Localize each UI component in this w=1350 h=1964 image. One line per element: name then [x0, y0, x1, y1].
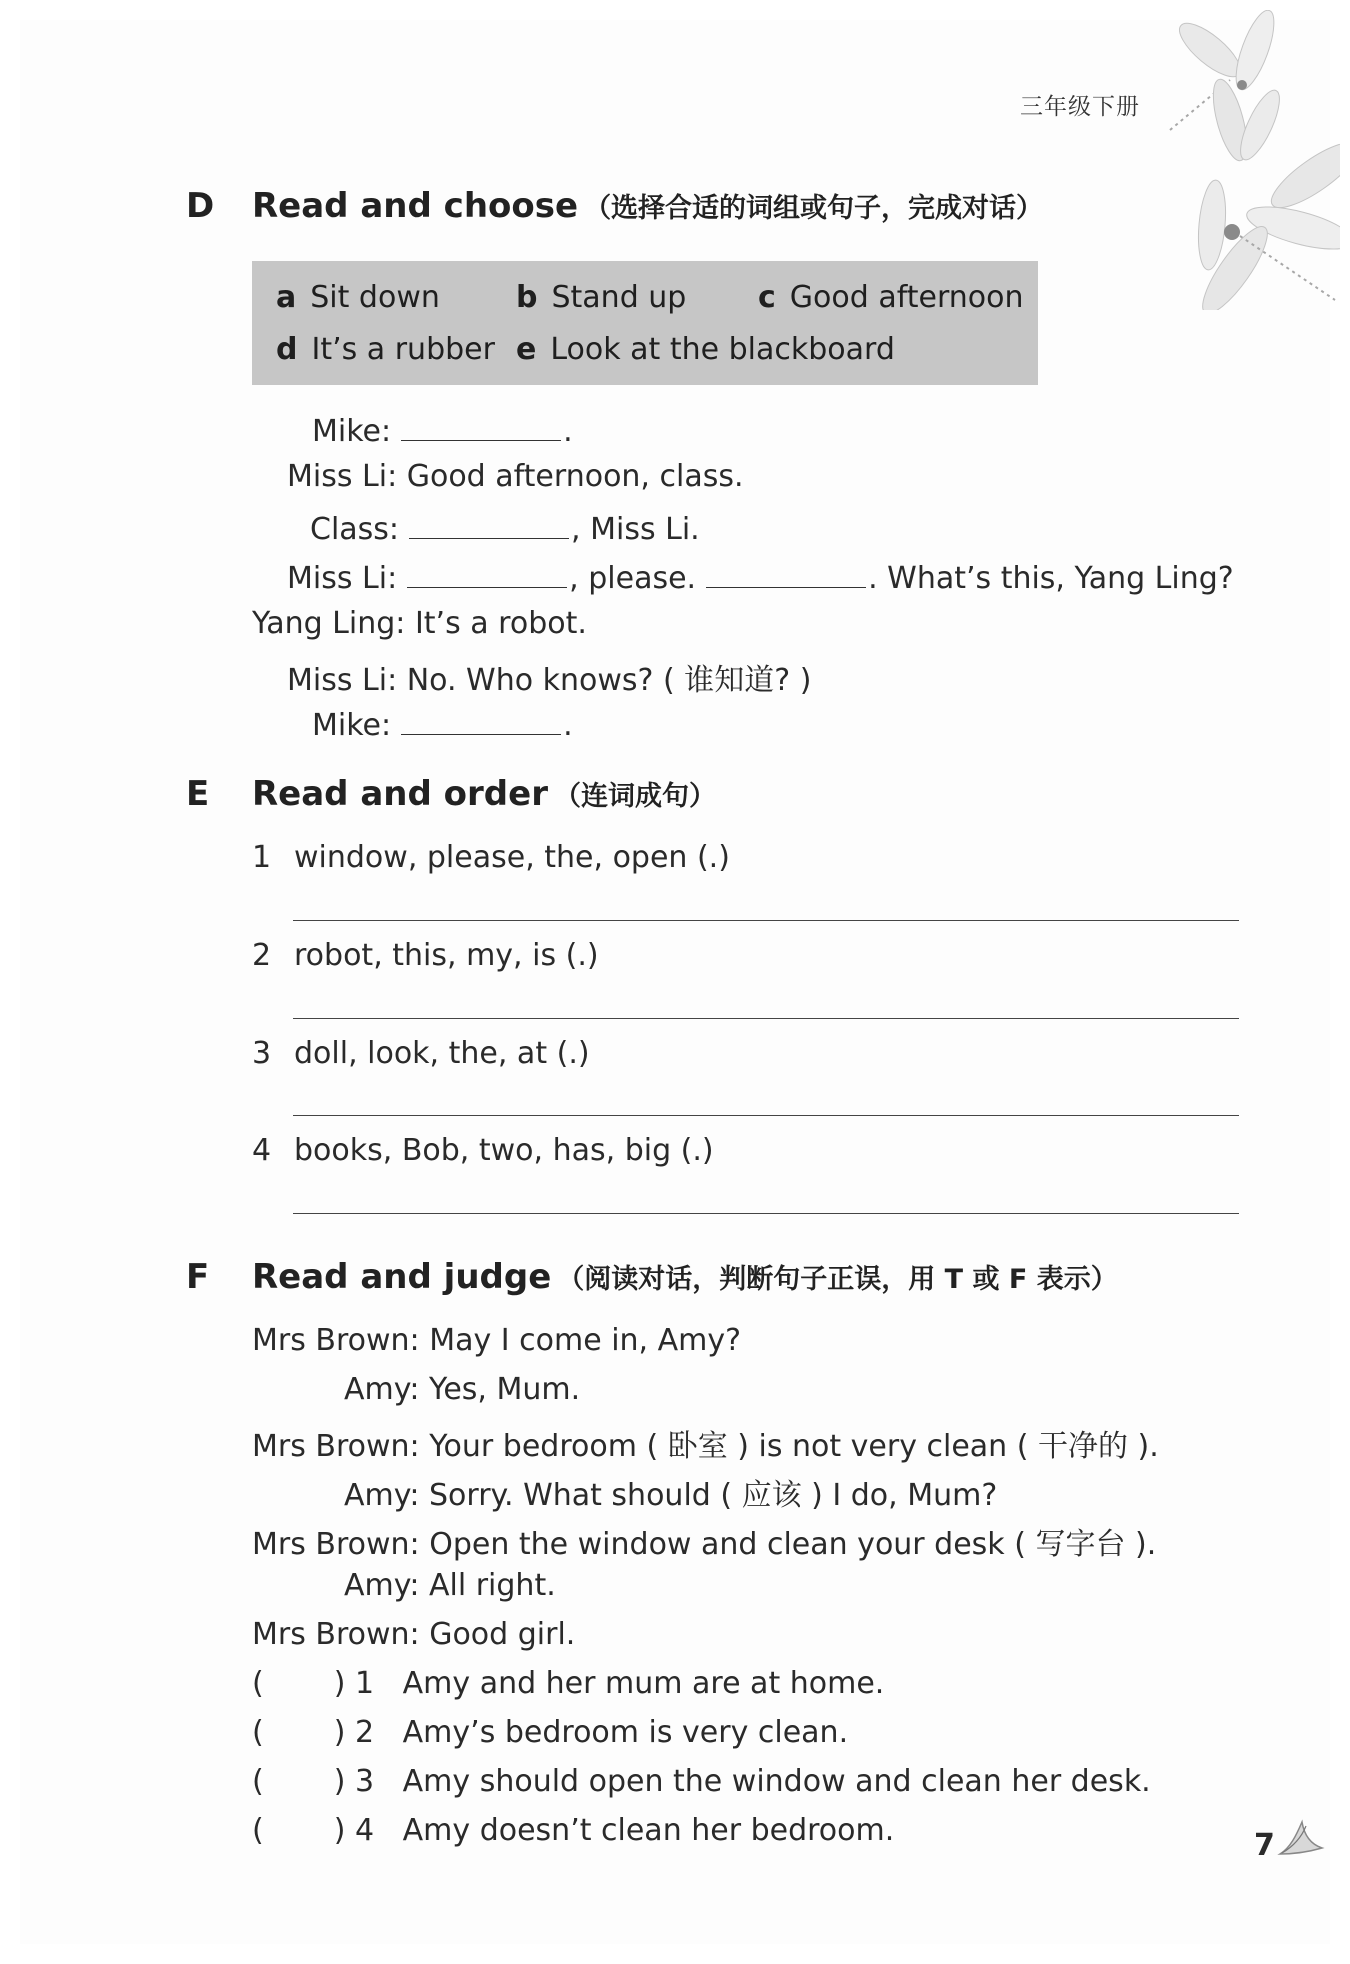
answer-line-4[interactable] [293, 1213, 1239, 1214]
option-b: b Stand up [516, 280, 687, 315]
judge-statement-1: ( ) 1 Amy and her mum are at home. [252, 1666, 885, 1701]
section-d-title [252, 186, 1043, 226]
dialogue-line-7: Mike: . [312, 704, 573, 743]
judge-dialogue-5: Mrs Brown: Open the window and clean your desk ( 写字台 ). [252, 1527, 1157, 1562]
section-f-letter: F [186, 1257, 210, 1297]
section-e-title-cn: （连词成句） [553, 781, 716, 812]
dialogue-line-6: Miss Li: No. Who knows? ( 谁知道? ) [287, 663, 812, 698]
option-a: a Sit down [276, 280, 440, 315]
grade-label: 三年级下册 [1020, 94, 1140, 120]
answer-blank[interactable] [409, 508, 569, 539]
leaf-decoration-icon [1276, 1818, 1326, 1858]
answer-line-3[interactable] [293, 1115, 1239, 1116]
judge-answer-slot[interactable]: ( ) 1 [252, 1666, 375, 1701]
order-item-1: 1 window, please, the, open (.) [252, 840, 730, 875]
dialogue-line-4: Miss Li: , please. . What’s this, Yang Ling? [287, 557, 1234, 596]
section-e-letter: E [186, 774, 210, 814]
dialogue-line-3: Class: , Miss Li. [310, 508, 700, 547]
section-f-title-en: Read and judge [252, 1257, 552, 1297]
judge-dialogue-2: Amy: Yes, Mum. [344, 1372, 581, 1407]
section-d-title-cn: （选择合适的词组或句子，完成对话） [584, 193, 1044, 224]
judge-statement-4: ( ) 4 Amy doesn’t clean her bedroom. [252, 1813, 895, 1848]
section-e-title [252, 774, 716, 814]
judge-dialogue-6: Amy: All right. [344, 1568, 556, 1603]
answer-line-2[interactable] [293, 1018, 1239, 1019]
answer-line-1[interactable] [293, 920, 1239, 921]
answer-blank[interactable] [407, 557, 567, 588]
order-item-4: 4 books, Bob, two, has, big (.) [252, 1133, 714, 1168]
judge-dialogue-7: Mrs Brown: Good girl. [252, 1617, 576, 1652]
judge-statement-3: ( ) 3 Amy should open the window and clean her desk. [252, 1764, 1151, 1799]
option-d: d It’s a rubber [276, 332, 495, 367]
judge-dialogue-1: Mrs Brown: May I come in, Amy? [252, 1323, 742, 1358]
section-d-letter: D [186, 186, 215, 226]
dialogue-line-1: Mike: . [312, 410, 573, 449]
section-d-title-en: Read and choose [252, 186, 579, 226]
page-number: 7 [1254, 1828, 1275, 1863]
judge-answer-slot[interactable]: ( ) 2 [252, 1715, 375, 1750]
judge-answer-slot[interactable]: ( ) 3 [252, 1764, 375, 1799]
section-e-title-en: Read and order [252, 774, 548, 814]
answer-blank[interactable] [706, 557, 866, 588]
judge-statement-2: ( ) 2 Amy’s bedroom is very clean. [252, 1715, 849, 1750]
option-c: c Good afternoon [758, 280, 1024, 315]
judge-answer-slot[interactable]: ( ) 4 [252, 1813, 375, 1848]
option-e: e Look at the blackboard [516, 332, 895, 367]
section-f-title-cn: （阅读对话，判断句子正误，用 T 或 F 表示） [557, 1264, 1118, 1295]
judge-dialogue-3: Mrs Brown: Your bedroom ( 卧室 ) is not very clean ( 干净的 ). [252, 1429, 1159, 1464]
order-item-3: 3 doll, look, the, at (.) [252, 1036, 590, 1071]
answer-blank[interactable] [401, 410, 561, 441]
dialogue-line-5: Yang Ling: It’s a robot. [252, 606, 587, 641]
answer-blank[interactable] [401, 704, 561, 735]
judge-dialogue-4: Amy: Sorry. What should ( 应该 ) I do, Mum? [344, 1478, 998, 1513]
section-f-title [252, 1257, 1118, 1297]
dragonfly-decoration-icon [1150, 10, 1340, 310]
dialogue-line-2: Miss Li: Good afternoon, class. [287, 459, 744, 494]
order-item-2: 2 robot, this, my, is (.) [252, 938, 599, 973]
